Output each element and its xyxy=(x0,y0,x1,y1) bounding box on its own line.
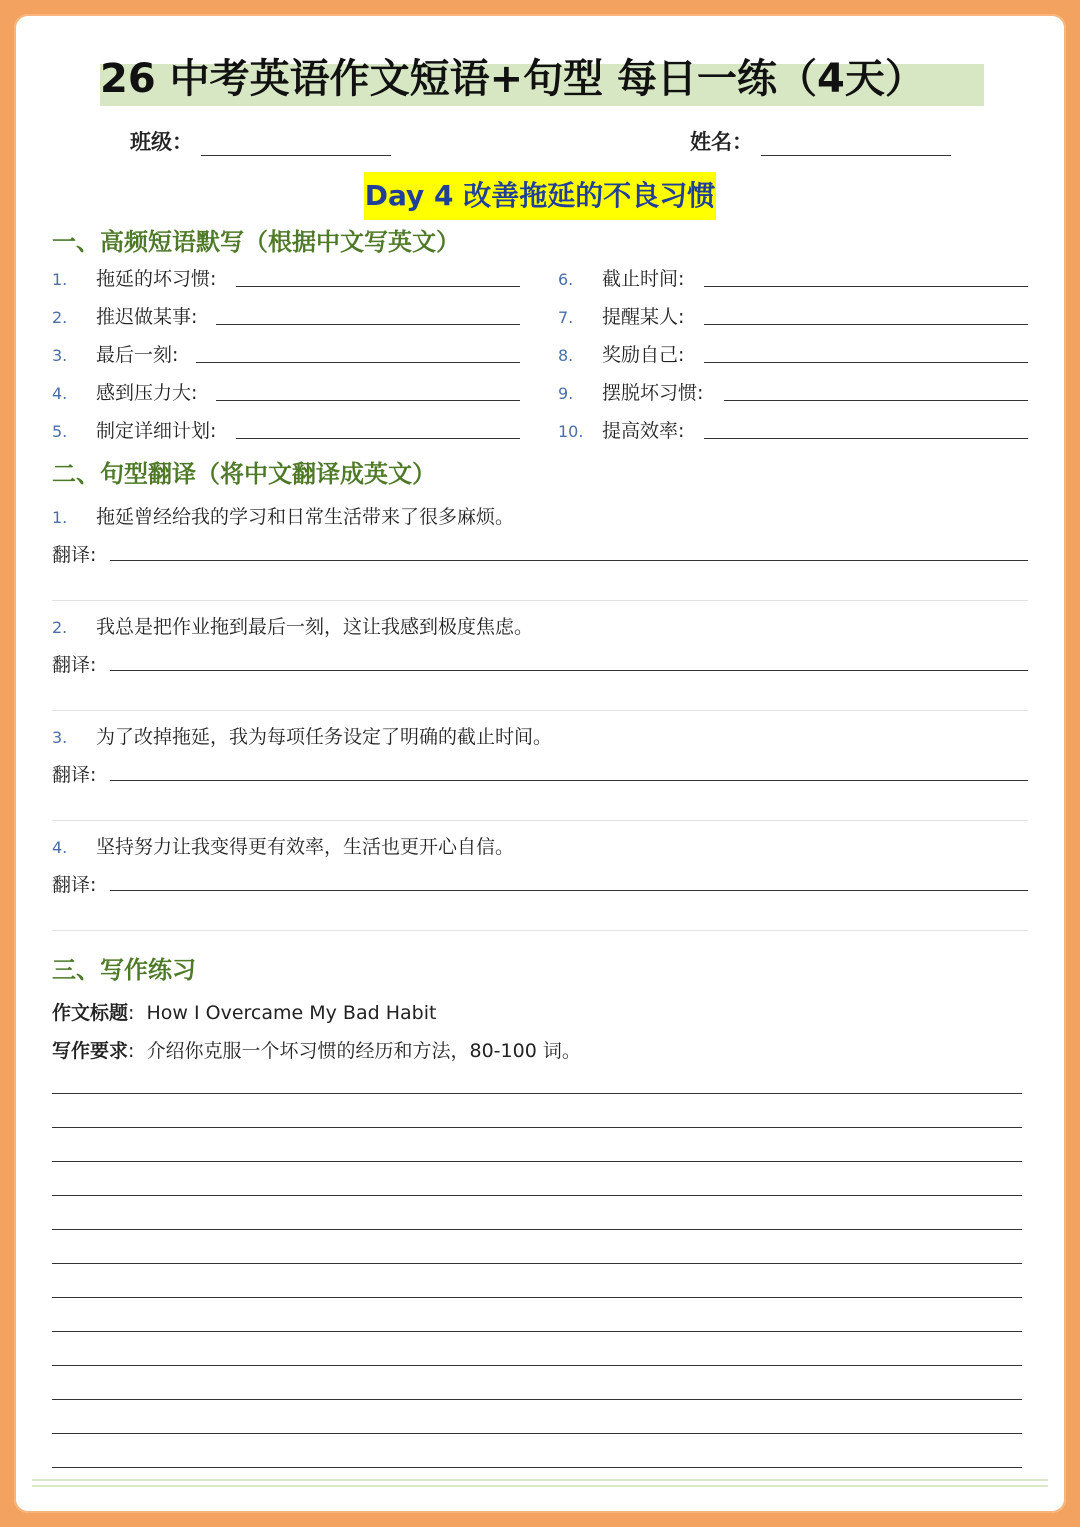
day-banner: Day 4 改善拖延的不良习惯 xyxy=(364,172,716,220)
section-1-heading: 一、高频短语默写（根据中文写英文） xyxy=(52,228,460,256)
writing-line[interactable] xyxy=(52,1297,1022,1298)
name-field xyxy=(690,126,951,156)
page-title: 26 中考英语作文短语+句型 每日一练（4天） xyxy=(100,56,925,102)
sentence-text: 我总是把作业拖到最后一刻，这让我感到极度焦虑。 xyxy=(96,616,534,638)
item-number: 6. xyxy=(558,270,574,289)
phrase-prompt: 提高效率: xyxy=(602,420,685,442)
phrase-blank[interactable] xyxy=(704,324,1028,325)
phrase-item xyxy=(52,302,197,332)
footer-rule xyxy=(32,1485,1048,1487)
phrase-prompt: 奖励自己: xyxy=(602,344,685,366)
essay-requirement xyxy=(52,1036,581,1063)
writing-line[interactable] xyxy=(52,1263,1022,1264)
phrase-item xyxy=(52,264,216,294)
phrase-blank[interactable] xyxy=(196,362,520,363)
requirement-colon: : xyxy=(128,1040,147,1062)
translate-blank[interactable] xyxy=(110,560,1028,561)
phrase-item xyxy=(52,340,178,370)
phrase-prompt: 推迟做某事: xyxy=(96,306,198,328)
item-number: 4. xyxy=(52,384,68,403)
phrase-prompt: 截止时间: xyxy=(602,268,685,290)
sentence-item xyxy=(52,722,552,749)
item-number: 10. xyxy=(558,422,584,441)
item-number: 3. xyxy=(52,728,68,747)
item-number: 2. xyxy=(52,618,68,637)
translate-label: 翻译: xyxy=(52,544,97,566)
translate-blank[interactable] xyxy=(110,890,1028,891)
phrase-prompt: 提醒某人: xyxy=(602,306,685,328)
writing-line[interactable] xyxy=(52,1365,1022,1366)
divider xyxy=(52,600,1028,601)
translate-label: 翻译: xyxy=(52,764,97,786)
phrase-blank[interactable] xyxy=(236,286,520,287)
phrase-blank[interactable] xyxy=(724,400,1028,401)
writing-line[interactable] xyxy=(52,1195,1022,1196)
phrase-item xyxy=(558,302,684,332)
item-number: 9. xyxy=(558,384,574,403)
writing-line[interactable] xyxy=(52,1467,1022,1468)
worksheet-page xyxy=(14,14,1066,1513)
phrase-prompt: 制定详细计划: xyxy=(96,420,217,442)
phrase-prompt: 最后一刻: xyxy=(96,344,179,366)
divider xyxy=(52,930,1028,931)
phrase-prompt: 摆脱坏习惯: xyxy=(602,382,704,404)
class-label: 班级： xyxy=(130,129,193,154)
phrase-item xyxy=(558,416,684,446)
phrase-blank[interactable] xyxy=(216,324,520,325)
sentence-text: 坚持努力让我变得更有效率，生活也更开心自信。 xyxy=(96,836,515,858)
item-number: 2. xyxy=(52,308,68,327)
item-number: 8. xyxy=(558,346,574,365)
footer-rule xyxy=(32,1479,1048,1481)
requirement-value: 介绍你克服一个坏习惯的经历和方法，80-100 词。 xyxy=(146,1040,581,1062)
sentence-text: 为了改掉拖延，我为每项任务设定了明确的截止时间。 xyxy=(96,726,553,748)
topic-value: How I Overcame My Bad Habit xyxy=(146,1002,437,1024)
writing-line[interactable] xyxy=(52,1093,1022,1094)
title-block xyxy=(100,50,984,108)
writing-line[interactable] xyxy=(52,1433,1022,1434)
item-number: 7. xyxy=(558,308,574,327)
requirement-label: 写作要求 xyxy=(52,1040,129,1062)
item-number: 1. xyxy=(52,508,68,527)
phrase-blank[interactable] xyxy=(704,286,1028,287)
phrase-blank[interactable] xyxy=(704,438,1028,439)
sentence-item xyxy=(52,612,533,639)
phrase-prompt: 感到压力大: xyxy=(96,382,198,404)
phrase-item xyxy=(558,340,684,370)
translate-blank[interactable] xyxy=(110,670,1028,671)
phrase-blank[interactable] xyxy=(236,438,520,439)
writing-line[interactable] xyxy=(52,1399,1022,1400)
writing-line[interactable] xyxy=(52,1127,1022,1128)
writing-line[interactable] xyxy=(52,1229,1022,1230)
phrase-item xyxy=(558,264,684,294)
sentence-item xyxy=(52,502,514,529)
item-number: 3. xyxy=(52,346,68,365)
phrase-blank[interactable] xyxy=(704,362,1028,363)
phrase-blank[interactable] xyxy=(216,400,520,401)
phrase-item xyxy=(52,416,216,446)
translate-label: 翻译: xyxy=(52,874,97,896)
topic-label: 作文标题 xyxy=(52,1002,129,1024)
writing-line[interactable] xyxy=(52,1161,1022,1162)
phrase-item xyxy=(52,378,197,408)
class-field xyxy=(130,126,391,156)
translate-label: 翻译: xyxy=(52,654,97,676)
divider xyxy=(52,710,1028,711)
item-number: 4. xyxy=(52,838,68,857)
sentence-item xyxy=(52,832,514,859)
section-3-heading: 三、写作练习 xyxy=(52,956,196,984)
writing-line[interactable] xyxy=(52,1331,1022,1332)
class-blank[interactable] xyxy=(201,133,391,156)
translate-blank[interactable] xyxy=(110,780,1028,781)
essay-topic xyxy=(52,998,436,1025)
phrase-item xyxy=(558,378,703,408)
sentence-text: 拖延曾经给我的学习和日常生活带来了很多麻烦。 xyxy=(96,506,515,528)
item-number: 1. xyxy=(52,270,68,289)
name-blank[interactable] xyxy=(761,133,951,156)
phrase-prompt: 拖延的坏习惯: xyxy=(96,268,217,290)
name-label: 姓名： xyxy=(690,129,753,154)
divider xyxy=(52,820,1028,821)
item-number: 5. xyxy=(52,422,68,441)
section-2-heading: 二、句型翻译（将中文翻译成英文） xyxy=(52,460,436,488)
topic-colon: : xyxy=(128,1002,147,1024)
